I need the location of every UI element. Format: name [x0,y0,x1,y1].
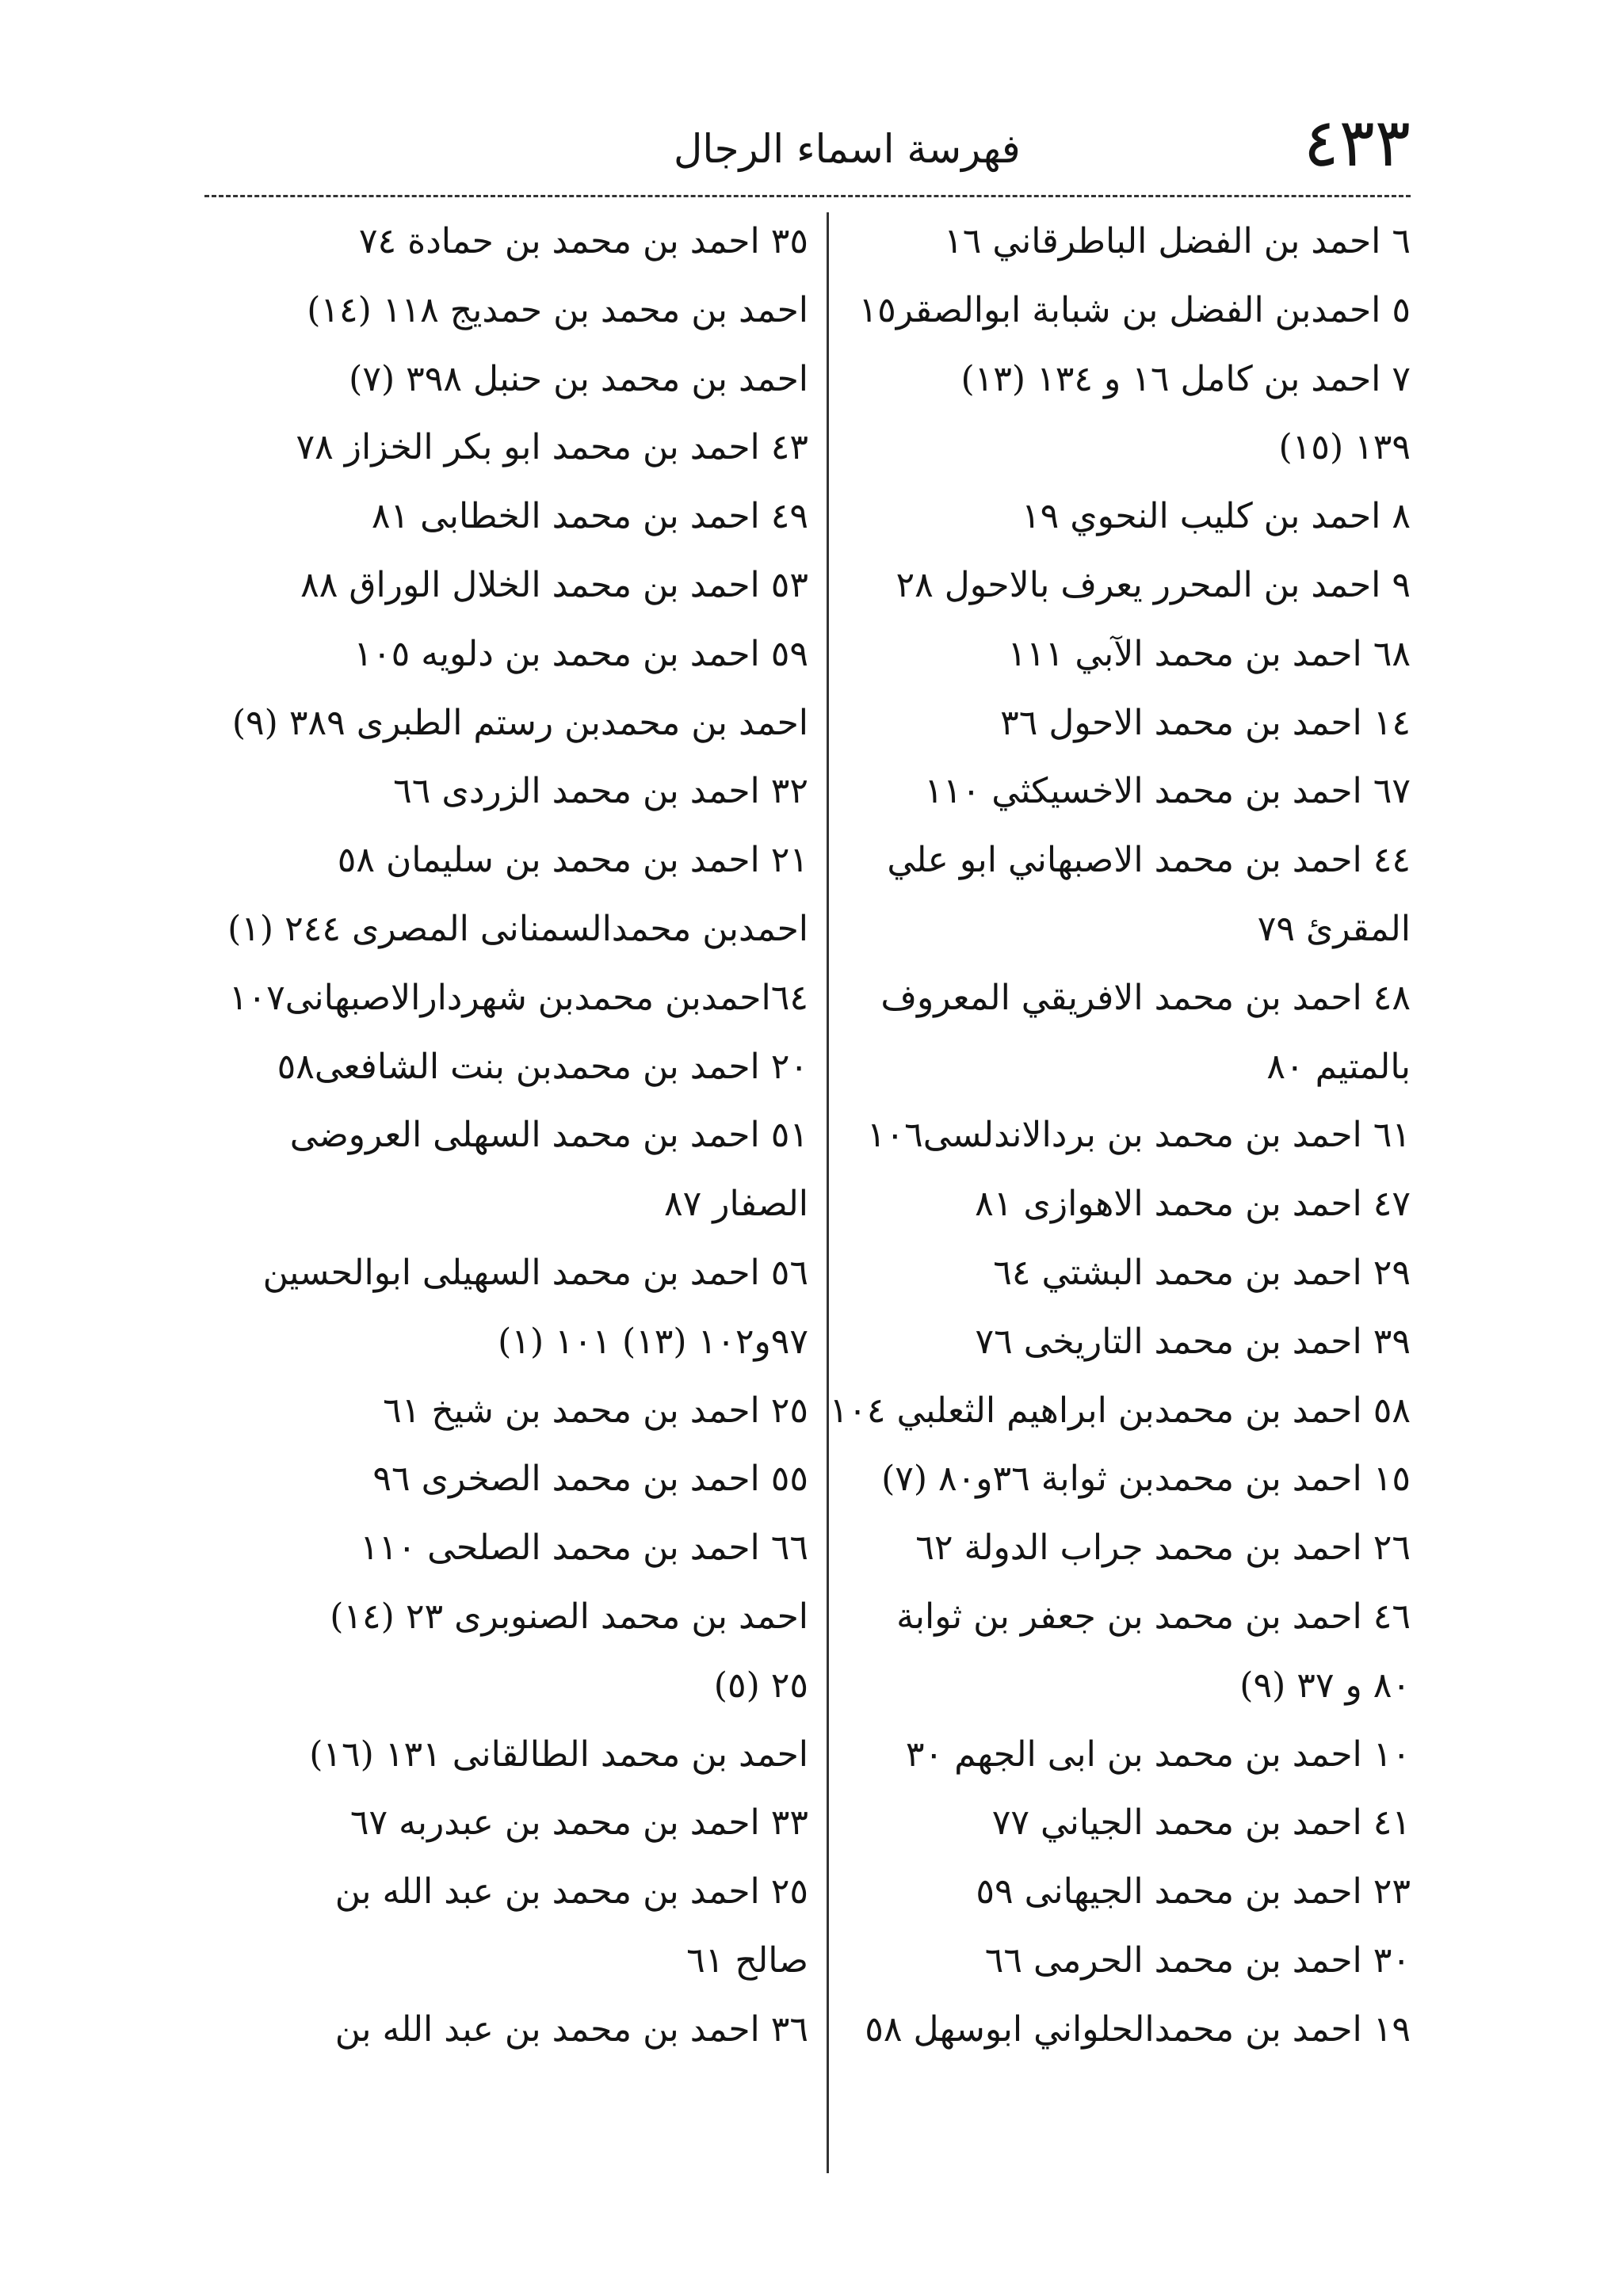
index-entry: ٦٤احمدبن محمدبن شهردارالاصبهانى١٠٧ [228,977,808,1018]
page-header [190,103,1411,190]
index-entry: ٤٦ احمد بن محمد بن جعفر بن ثوابة [896,1596,1411,1637]
index-entry: ٥٥ احمد بن محمد الصخرى ٩٦ [372,1459,808,1500]
index-entry: ٣٦ احمد بن محمد بن عبد الله بن [334,2008,808,2050]
index-entry-continuation: المقرئ ٧٩ [1257,908,1411,949]
index-entry: ٦٧ احمد بن محمد الاخسيكثي ١١٠ [924,771,1411,812]
index-entry: احمدبن محمدالسمنانى المصرى ٢٤٤ (١) [227,908,808,949]
index-entry: ٤٧ احمد بن محمد الاهوازى ٨١ [975,1184,1411,1225]
index-entry: ٢٦ احمد بن محمد جراب الدولة ٦٢ [915,1527,1411,1569]
index-entry: ٢٥ احمد بن محمد بن عبد الله بن [334,1871,808,1913]
column-divider [827,212,829,2173]
index-entry: ٤٨ احمد بن محمد الافريقي المعروف [880,977,1411,1018]
index-entry: ٦٨ احمد بن محمد الآبي ١١١ [1007,633,1411,674]
index-entry: ٢٩ احمد بن محمد البشتي ٦٤ [993,1252,1411,1293]
index-entry-continuation: بالمتيم ٨٠ [1266,1046,1411,1087]
index-entry-continuation: ١٣٩ (١٥) [1278,427,1411,468]
index-entry: ٩ احمد بن المحرر يعرف بالاحول ٢٨ [896,564,1411,605]
index-entry: ٦ احمد بن الفضل الباطرقاني ١٦ [944,221,1411,261]
index-entry: ٣٢ احمد بن محمد الزردى ٦٦ [393,771,808,812]
index-entry-continuation: ٢٥ (٥) [713,1665,808,1706]
index-entry: ٥١ احمد بن محمد السهلى العروضى [289,1115,808,1156]
index-entry: ٢٣ احمد بن محمد الجيهانى ٥٩ [976,1871,1411,1913]
header-rule [204,195,1411,197]
index-entry: ٣٠ احمد بن محمد الحرمى ٦٦ [984,1939,1411,1981]
index-entry-continuation: الصفار ٨٧ [664,1184,808,1225]
index-entry: ٥٩ احمد بن محمد بن دلويه ١٠٥ [353,633,808,674]
index-entry: ٣٥ احمد بن محمد بن حمادة ٧٤ [358,221,808,261]
index-entry: ٦٦ احمد بن محمد الصلحى ١١٠ [360,1527,808,1569]
page-number: ٤٣٣ [1303,104,1411,181]
index-entry: ٥٨ احمد بن محمدبن ابراهيم الثعلبي ١٠٤ [829,1390,1411,1431]
index-entry-continuation: ٩٧و١٠٢ (١٣) ١٠١ (١) [498,1321,808,1362]
index-entry: ٥ احمدبن الفضل بن شبابة ابوالصقر١٥ [858,289,1411,330]
index-entry: احمد بن محمد الصنوبرى ٢٣ (١٤) [330,1596,808,1637]
index-entry-continuation: ٨٠ و ٣٧ (٩) [1239,1665,1411,1706]
index-entry: ١٥ احمد بن محمدبن ثوابة ٣٦و٨٠ (٧) [881,1459,1411,1500]
index-entry: ٣٩ احمد بن محمد التاريخى ٧٦ [975,1321,1411,1362]
index-entry: ٥٦ احمد بن محمد السهيلى ابوالحسين [262,1252,808,1293]
index-entry: ٨ احمد بن كليب النحوي ١٩ [1021,496,1411,537]
index-entry: ٥٣ احمد بن محمد الخلال الوراق ٨٨ [300,564,808,605]
index-column-left [212,208,808,2065]
index-entry-continuation: صالح ٦١ [686,1939,808,1981]
index-entry: احمد بن محمد الطالقانى ١٣١ (١٦) [309,1733,808,1775]
index-column-right [829,208,1411,2065]
index-entry: ٤١ احمد بن محمد الجياني ٧٧ [991,1802,1411,1844]
index-entry: ١٠ احمد بن محمد بن ابى الجهم ٣٠ [905,1733,1411,1775]
index-entry: احمد بن محمد بن حمديج ١١٨ (١٤) [307,289,808,330]
index-entry: احمد بن محمدبن رستم الطبرى ٣٨٩ (٩) [231,702,808,743]
index-entry: ٤٩ احمد بن محمد الخطابى ٨١ [371,496,808,537]
index-entry: ١٤ احمد بن محمد الاحول ٣٦ [1000,702,1411,743]
index-entry: ٢٥ احمد بن محمد بن شيخ ٦١ [383,1390,808,1431]
index-entry: ١٩ احمد بن محمدالحلواني ابوسهل ٥٨ [865,2008,1411,2050]
index-entry: ٢٠ احمد بن محمدبن بنت الشافعى٥٨ [277,1046,808,1087]
index-entry: ٤٣ احمد بن محمد ابو بكر الخزاز ٧٨ [296,427,808,468]
index-entry: ٢١ احمد بن محمد بن سليمان ٥٨ [337,840,808,881]
index-entry: ٤٤ احمد بن محمد الاصبهاني ابو علي [887,840,1411,881]
index-entry: ٣٣ احمد بن محمد بن عبدربه ٦٧ [349,1802,808,1844]
running-title: فهرسة اسماء الرجال [674,126,1021,172]
index-entry: ٦١ احمد بن محمد بن بردالاندلسى١٠٦ [866,1115,1411,1156]
index-entry: ٧ احمد بن كامل ١٦ و ١٣٤ (١٣) [960,358,1411,399]
index-entry: احمد بن محمد بن حنبل ٣٩٨ (٧) [349,358,808,399]
